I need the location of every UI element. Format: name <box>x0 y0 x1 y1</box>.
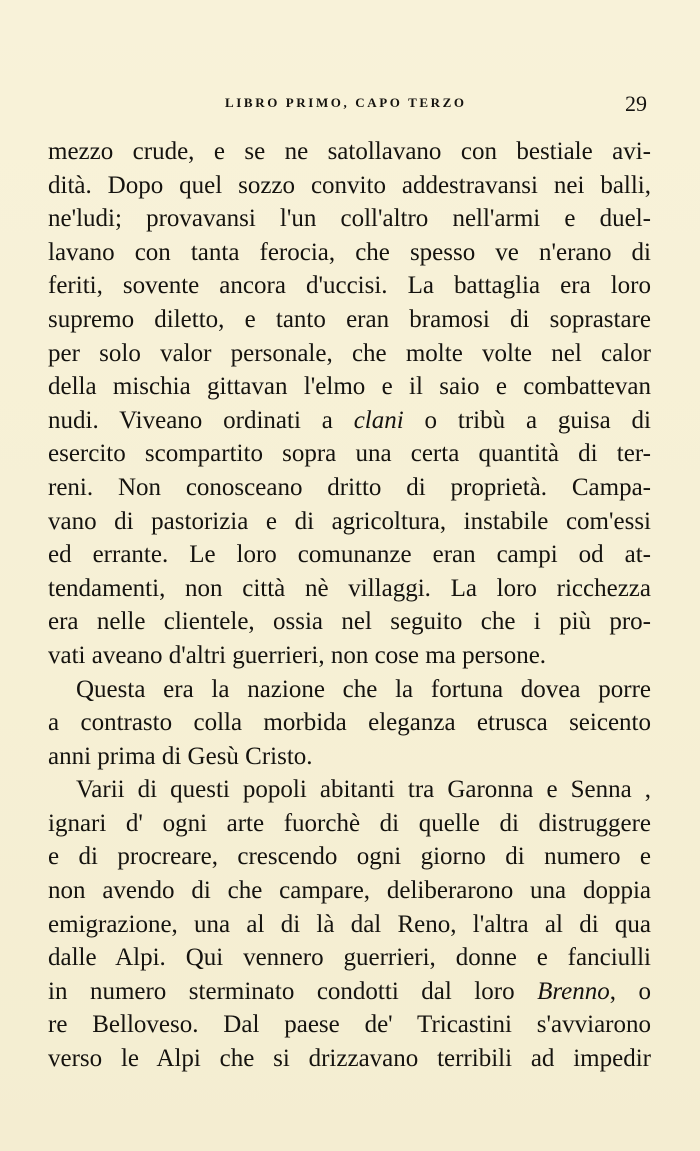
text-line-16: vati aveano d'altri guerrieri, non cose ma persone. <box>48 641 547 669</box>
text-line-2: dità. Dopo quel sozzo convito addestravansi nei balli, <box>48 171 651 199</box>
text-line-11: reni. Non conosceano dritto di proprietà. Campa- <box>48 473 651 501</box>
text-line-12: vano di pastorizia e di agricoltura, instabile com'essi <box>48 507 651 535</box>
text-line-3: ne'ludi; provavansi l'un coll'altro nell'armi e duel- <box>48 205 651 233</box>
page-header <box>0 91 700 121</box>
text-line-22: e di procreare, crescendo ogni giorno di numero e <box>48 843 651 871</box>
text-line-21: ignari d' ogni arte fuorchè di quelle di distruggere <box>48 809 651 837</box>
text-line-8: della mischia gittavan l'elmo e il saio e combattevan <box>48 373 651 401</box>
text-line-24: emigrazione, una al di là dal Reno, l'altra al di qua <box>48 910 651 938</box>
text-line-26: in numero sterminato condotti dal loro Brenno, o <box>48 977 651 1005</box>
text-line-1: mezzo crude, e se ne satollavano con bestiale avi- <box>48 138 651 165</box>
text-line-27: re Belloveso. Dal paese de' Tricastini s'avviarono <box>48 1011 651 1039</box>
text-line-10: esercito scompartito sopra una certa quantità di ter- <box>48 440 651 468</box>
text-line-17: Questa era la nazione che la fortuna dovea porre <box>76 675 651 703</box>
text-line-7: per solo valor personale, che molte volte nel calor <box>48 339 651 367</box>
text-line-18: a contrasto colla morbida eleganza etrusca seicento <box>48 709 651 737</box>
text-line-5: feriti, sovente ancora d'uccisi. La battaglia era loro <box>48 272 651 300</box>
text-line-28: verso le Alpi che si drizzavano terribili ad impedir <box>48 1045 651 1073</box>
text-line-14: tendamenti, non città nè villaggi. La loro ricchezza <box>48 574 651 602</box>
text-line-19: anni prima di Gesù Cristo. <box>48 742 313 770</box>
text-line-4: lavano con tanta ferocia, che spesso ve n'erano di <box>48 238 651 266</box>
text-line-15: era nelle clientele, ossia nel seguito che i più pro- <box>48 608 651 636</box>
text-line-13: ed errante. Le loro comunanze eran campi od at- <box>48 541 651 569</box>
page-number: 29 <box>625 91 647 116</box>
text-line-23: non avendo di che campare, deliberarono una doppia <box>48 877 651 905</box>
italic-term-clani: clani <box>353 406 404 434</box>
running-head: LIBRO PRIMO, CAPO TERZO <box>225 95 467 110</box>
text-line-9: nudi. Viveano ordinati a clani o tribù a guisa di <box>48 406 651 434</box>
italic-name-brenno: Brenno <box>537 977 610 1005</box>
text-line-20: Varii di questi popoli abitanti tra Garonna e Senna , <box>76 776 651 804</box>
text-line-6: supremo diletto, e tanto eran bramosi di soprastare <box>48 305 651 333</box>
text-line-25: dalle Alpi. Qui vennero guerrieri, donne e fanciulli <box>48 944 651 972</box>
body-text <box>48 135 651 1076</box>
